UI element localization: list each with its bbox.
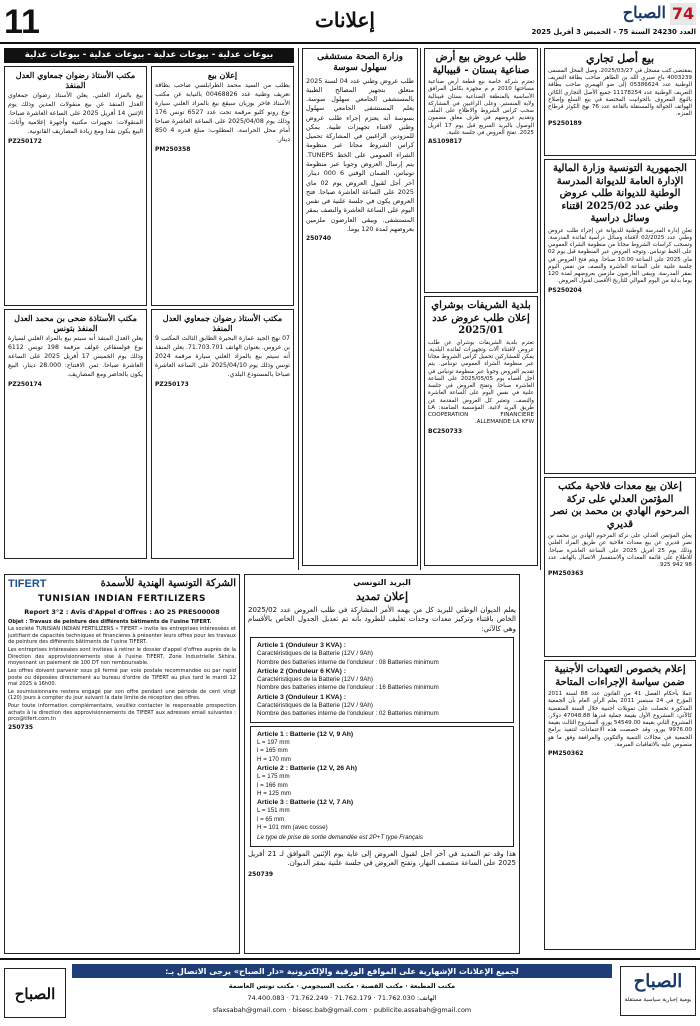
ad-hospital-tender <box>302 48 418 566</box>
footer-logo-sub: يومية إخبارية سياسية مستقلة <box>624 997 692 1003</box>
tifert-para: Les entreprises intéressées sont invitées à retirer le dossier d'appel d'offres auprès de la Direction des approvisionnements sise à l'usine TIFERT, Zone Industrielle Skhira, moyennant un paiement de 100 DT non remboursable. <box>8 647 236 667</box>
ad-judicial-sale <box>4 309 147 559</box>
page-number: 11 <box>4 3 40 41</box>
footer-emails: sfaxsabah@gmail.com · bisesc.bab@gmail.com · publicite.assabah@gmail.com <box>212 1006 472 1014</box>
footer-logo-word: الصباح <box>633 971 683 992</box>
ad-ref: PZ250172 <box>8 137 42 145</box>
tifert-arabic-name: الشركة التونسية الهندية للأسمدة <box>100 577 236 589</box>
dim-head: Article 3 : Batterie (12 V, 7 Ah) <box>257 799 354 807</box>
ad-title: وزارة الصحة مستشفى سهلول سوسة <box>317 52 403 74</box>
dim-line: L = 151 mm <box>257 807 290 815</box>
lot-line: Nombre des batteries interne de l'onduleur : 16 Batteries minimum <box>257 684 439 692</box>
footer-contact-band: لجميع الإعلانات الإشهارية على المواقع الورقية والإلكترونية «دار الصباح» يرجى الاتصال بـ: <box>72 964 612 978</box>
ad-ref: PZ250174 <box>8 380 42 388</box>
dim-line: H = 170 mm <box>257 755 291 763</box>
ad-customs-school <box>544 159 696 474</box>
dim-line: l = 165 mm <box>257 747 288 755</box>
dim-line: L = 175 mm <box>257 773 290 781</box>
ad-ref: AS109817 <box>428 138 463 146</box>
ad-ref: 250735 <box>8 723 34 731</box>
ad-title: مكتب الأستاذ رضوان جمعاوي العدل المنفذ <box>162 312 283 333</box>
ad-body: بمقتضى كتب مسجل في 2025/03/27، وصل المحل المسمى 4003239 باع صبري الله بن الطاهر صاحب بطاقة التعريف الوطنية عدد 05386624 إلى ضو الهيمري صاحب بطاقة التعريف الوطنية عدد 11178254 جميع الأصل التجاري الكائن بالنهج المعروف بالحوانيت المختصة في بيع السلع وإصلاح الهواتف الجوالة والمستقلة بالقاعة عدد 76 نهج الكوثر قرطاج المنزه. <box>548 67 693 118</box>
poste-logo-label: البريد التونسي <box>353 578 411 587</box>
ad-title: طلب عروض بيع أرض صناعية بستان - قبيبالية <box>432 52 530 76</box>
tifert-english-name: TUNISIAN INDIAN FERTILIZERS <box>37 594 207 605</box>
tifert-report: Report 3°2 : Avis d'Appel d'Offres : AO 25 PRES00008 <box>24 607 220 616</box>
poste-dims-box <box>250 726 514 847</box>
ad-title: بيع أصل تجاري <box>585 52 655 65</box>
poste-title: إعلان تمديد <box>355 590 409 603</box>
issue-line: العدد 24230 السنة 75 - الخميس 3 أفريل 2025 <box>531 28 696 36</box>
masthead-word: الصباح <box>622 3 666 22</box>
ad-judicial-sale <box>151 309 294 559</box>
column-mid-right <box>424 48 538 570</box>
tifert-para: Pour toute information complémentaire, veuillez contacter le responsable prospection achats à la direction des approvisionnements de TIFERT aux adresses email suivantes : prco@tifert.com.tn <box>8 702 236 723</box>
dim-line: H = 125 mm <box>257 789 291 797</box>
ad-title: إعلان بيع <box>207 69 238 80</box>
ad-ref: 250740 <box>306 235 332 243</box>
lot-line: Nombre des batteries interne de l'onduleur : 08 Batteries minimum <box>257 658 439 666</box>
ad-sale-business <box>544 48 696 156</box>
ad-judicial-sale <box>4 66 147 306</box>
ad-title: مكتب الأستاذ رضوان جمعاوي العدل المنفذ <box>15 69 136 90</box>
ad-body: عملا بأحكام الفصل 41 من القانون عدد 88 لسنة 2011 المؤرخ في 24 سبتمبر 2011 يعلم الرأي العام بأن الجمعية المذكورة تحصلت على تمويلات أجنبية خلال السنة المنقضية كالآتي: المشروع الأول بقيمة جملية قدرها 47048.88 دولار، المشروع الثاني بقيمة 54549.00 يورو، المشروع الثالث بقيمة 9976.00 يورو، وقد خصصت هذه الاعتمادات لتنفيذ برامج الجمعية في مجالات التنمية والتكوين والمرافقة وفق ما هو منصوص عليه بالاتفاقيات المبرمة. <box>548 691 693 748</box>
lot-head: Article 3 (Onduleur 1 KVA) : <box>257 693 346 701</box>
dim-line: L = 197 mm <box>257 738 290 746</box>
ad-title: إعلام بخصوص التعهدات الأجنبية ضمن سياسة الإجراءات المتاحة <box>554 664 686 688</box>
tifert-logo: TIFERT <box>8 578 47 590</box>
tifert-para: Les offres doivent parvenir sous pli fermé par voie postale recommandée ou par rapid poste ou déposées directement au bureau d'ordre de TIFERT au plus tard le mardi 12 mai 2025 à 16h00. <box>8 667 236 688</box>
ad-body: تعتزم بلدية الشريفات بوشراي عن طلب عروض لاقتناء آلات وتجهيزات لفائدة البلدية. يمكن للمشاركين تحميل كراس الشروط مجانا عبر منظومة الشراء العمومي تونباس. يتم تقديم العروض وجوبا عبر منظومة تونباس في أجل أقصاه يوم 2025/05/05 على الساعة العاشرة صباحا. وتفتح العروض في جلسة علنية في نفس اليوم على الساعة العاشرة والنصف. وتعتبر كل العروض المقدمة عن طريق البريد لاغية. المؤسسة الضامنة: LA COOPERATION FINANCIERE ALLEMANDE LA KFW. <box>428 339 534 426</box>
column-mid <box>302 48 418 570</box>
column-rule <box>420 48 421 570</box>
footer-phones: الهاتف: 71.762.030 · 71.762.179 · 71.762.249 · 74.400.083 <box>247 994 437 1002</box>
dim-line: l = 166 mm <box>257 781 288 789</box>
column-right <box>544 48 696 954</box>
dim-head: Article 2 : Batterie (12 V, 26 Ah) <box>257 764 357 772</box>
dim-head: Article 1 : Batterie (12 V, 9 Ah) <box>257 730 354 738</box>
lot-line: Caractéristiques de la Batterie (12V / 9Ah) <box>257 702 373 710</box>
poste-outro: هذا وقد تم التمديد في آخر أجل لقبول العروض إلى غاية يوم الإثنين الموافق لـ 21 أفريل 2025 على الساعة منتصف النهار، وتفتح العروض في جلسة علنية بمقر الديوان. <box>248 849 516 868</box>
ad-ref: PZ250173 <box>155 380 189 388</box>
ad-body: بطلب من السيد محمد الطرابلسي صاحب بطاقة تعريف وطنية عدد 00468826 بالنيابة عن مكتب الأستاذ فاخر بوزيان سيقع بيع بالمزاد العلني سيارة نوع رونو كليو مرقمة تحت عدد 6527 تونس 176 وذلك يوم 2025/04/08 على الساعة العاشرة صباحا أمام محل الحراسة. المطلوب: مبلغ قدره 4 850 دينار. <box>155 81 291 143</box>
tifert-para: Objet : Travaux de peinture des différents bâtiments de l'usine TIFERT. <box>8 618 212 625</box>
ad-ref: 250739 <box>248 870 274 878</box>
column-left <box>4 48 294 570</box>
ad-ref: PS250189 <box>548 119 582 127</box>
ad-title: الجمهورية التونسية وزارة المالية الإدارة العامة للديوانة المدرسة الوطنية للديوانة طلب عروض وطني عدد 2025/02 اقتناء وسائل دراسية <box>553 163 687 224</box>
ad-industrial-land <box>424 48 538 293</box>
column-rule <box>298 48 299 570</box>
dim-line: l = 65 mm <box>257 815 285 823</box>
ad-body: تعلن إدارة المدرسة الوطنية للديوانة عن إجراء طلب عروض وطني عدد 02/2025 لاقتناء وسائل دراسية لفائدة المدرسة. وتسحب كراسات الشروط مجانا من منظومة الشراء العمومي على الخط تونباس. وتوجه العروض عبر المنظومة قبل يوم 02 ماي 2025 على الساعة 10.00 صباحا. ويتم فتح العروض في جلسة علنية على الساعة العاشرة والنصف من نفس اليوم بمقر المدرسة. ويبقى العارضون ملزمين بعروضهم لمدة 120 يوما بداية من اليوم الموالي للتاريخ الأقصى لقبول العروض. <box>548 227 692 285</box>
ad-judicial-sale <box>151 66 294 306</box>
ad-body: تعتزم شركة خاصة بيع قطعة أرض صناعية مساحتها 2010 م م مجهزة بكامل المرافق الأساسية بالمنطقة الصناعية بستان قبيبالية ولاية المنستير. وعلى الراغبين في المشاركة سحب كراس الشروط والاطلاع على الملف وتقديم عروضهم في ظرف مغلق مضمون الوصول بالبريد السريع قبل يوم 17 أفريل 2025. تفتح العروض في جلسة علنية. <box>428 79 535 136</box>
dim-line: H = 101 mm (avec cosse) <box>257 824 328 832</box>
socket-note: Le type de prise de sortie demandée est 2P+T type Français <box>257 834 423 842</box>
ad-body: طلب عروض وطني عدد 04 لسنة 2025 متعلق بتجهيز المصالح الطبية بالمستشفى الجامعي سهلول سوسة. يعلم المستشفى الجامعي سهلول بسوسة أنه يعتزم إجراء طلب عروض وطني لاقتناء تجهيزات طبية. يمكن للمزودين الراغبين في المشاركة تحميل كراس الشروط مجانا عبر منظومة الشراء العمومي على الخط TUNEPS. يتم إرسال العروض وجوبا عبر منظومة تونباس، الضمان الوقتي 6 000 دينار. آخر أجل لقبول العروض يوم 02 ماي 2025 على الساعة العاشرة صباحا. فتح العروض يكون في جلسة علنية في نفس اليوم على الساعة العاشرة والنصف بمقر المستشفى. ويبقى العارضون ملزمين بعروضهم لمدة 120 يوما. <box>306 76 414 233</box>
poste-lots-box <box>250 637 514 723</box>
ad-ref: BC250733 <box>428 427 463 435</box>
ad-poste-extension <box>244 574 520 954</box>
ad-ref: PM250358 <box>155 145 191 153</box>
judicial-sales-banner: بيوعات عدلية - بيوعات عدلية - بيوعات عدلية - بيوعات عدلية <box>4 48 294 63</box>
footer-offices: مكتب المطبعة · مكتب القصبة · مكتب السيجومي · مكتب تونس العاصمة <box>228 982 456 990</box>
lot-line: Caractéristiques de la Batterie (12V / 9Ah) <box>257 650 373 658</box>
tifert-para: Le soumissionnaire restera engagé par son offre pendant une période de cent vingt (120) jours à compter du jour suivant la date limite de réception des offres. <box>8 688 236 702</box>
ad-tifert <box>4 574 240 954</box>
ad-body: 07 نهج الجيد عمارة البحيرة الطابق الثالث المكتب 9 بن عروس. بعنوان الهاتف 71.703.701. يعلن المنفذ أنه سيتم بيع بالمزاد العلني سيارة مرقمة 2024 تونس وذلك يوم 2025/04/10 على الساعة العاشرة صباحا بالمستودع البلدي. <box>155 334 291 378</box>
footer-logo-right <box>620 966 696 1016</box>
ad-title: إعلان بيع معدات فلاحية مكتب المؤتمن العدلي على تركة المرحوم الهادي بن محمد بن نصر قديري <box>550 481 690 530</box>
masthead-number: 74 <box>671 4 695 23</box>
masthead-logo <box>578 3 696 25</box>
column-rule <box>540 48 541 570</box>
lot-head: Article 2 (Onduleur 6 KVA) : <box>257 667 346 675</box>
ad-body: بيع بالمزاد العلني. يعلن الأستاذ رضوان جمعاوي العدل المنفذ عن بيع منقولات المدين وذلك يوم الإثنين 14 أفريل 2025 على الساعة العاشرة صباحا. المنقولات: تجهيزات مكتبية وأجهزة إعلامية وأثاث. البيع يكون نقدا ومع زيادة المصاريف القانونية. <box>8 91 143 135</box>
ad-title: بلدية الشريفات بوشراي إعلان طلب عروض عدد 2025/01 <box>431 300 531 336</box>
ad-agricultural-equipment <box>544 477 696 657</box>
ad-ref: PM250363 <box>548 570 584 578</box>
ad-foreign-funding <box>544 660 696 950</box>
lot-line: Nombre des batteries interne de l'onduleur : 02 Batteries minimum <box>257 710 439 718</box>
ad-ref: PM250362 <box>548 750 584 758</box>
ad-ref: PS250204 <box>548 286 582 294</box>
ad-municipality-tender <box>424 296 538 566</box>
ad-body: يعلن العدل المنفذ أنه سيتم بيع بالمزاد العلني لسيارة نوع فولسفاغن غولف مرقمة 198 تونس 6112 وذلك يوم الخميس 17 أفريل 2025 على الساعة العاشرة صباحا. ثمن الافتتاح: 28.000 دينار، البيع يكون بالحاضر ومع المصاريف. <box>8 334 143 378</box>
lot-line: Caractéristiques de la Batterie (12V / 9Ah) <box>257 676 373 684</box>
page-header <box>0 0 700 44</box>
section-title: إعلانات <box>315 8 375 32</box>
ad-body: يعلن المؤتمن العدلي على تركة المرحوم الهادي بن محمد بن نصر قديري عن بيع معدات فلاحية عن طريق المزاد العلني وذلك يوم 25 أفريل 2025 على الساعة العاشرة صباحا. للاطلاع على قائمة المعدات والاستفسار الاتصال بالهاتف عدد 98 942 925. <box>548 533 693 569</box>
lot-head: Article 1 (Onduleur 3 KVA) : <box>257 642 346 650</box>
poste-intro: يعلم الديوان الوطني للبريد كل من يهمه الأمر المشاركة في طلب العروض عدد 2025/02 الخاص باقتناء وتركيز معدات وحدات تغليف للطرود بأنه تم تعديل الجدول الخاص بالأقسام وهي كالآتي: <box>248 605 516 633</box>
page-footer <box>0 958 700 1026</box>
footer-logo-left: الصباح <box>4 968 66 1018</box>
tifert-para: La société TUNISIAN INDIAN FERTILIZERS « TIFERT » invite les entreprises intéressées et justifiant de capacités techniques et financières à présenter leurs offres pour les travaux de peinture des différents bâtiments de l'usine TIFERT. <box>8 626 236 646</box>
ad-title: مكتب الأستاذة ضحى بن محمد العدل المنفذ بتونس <box>14 312 137 333</box>
